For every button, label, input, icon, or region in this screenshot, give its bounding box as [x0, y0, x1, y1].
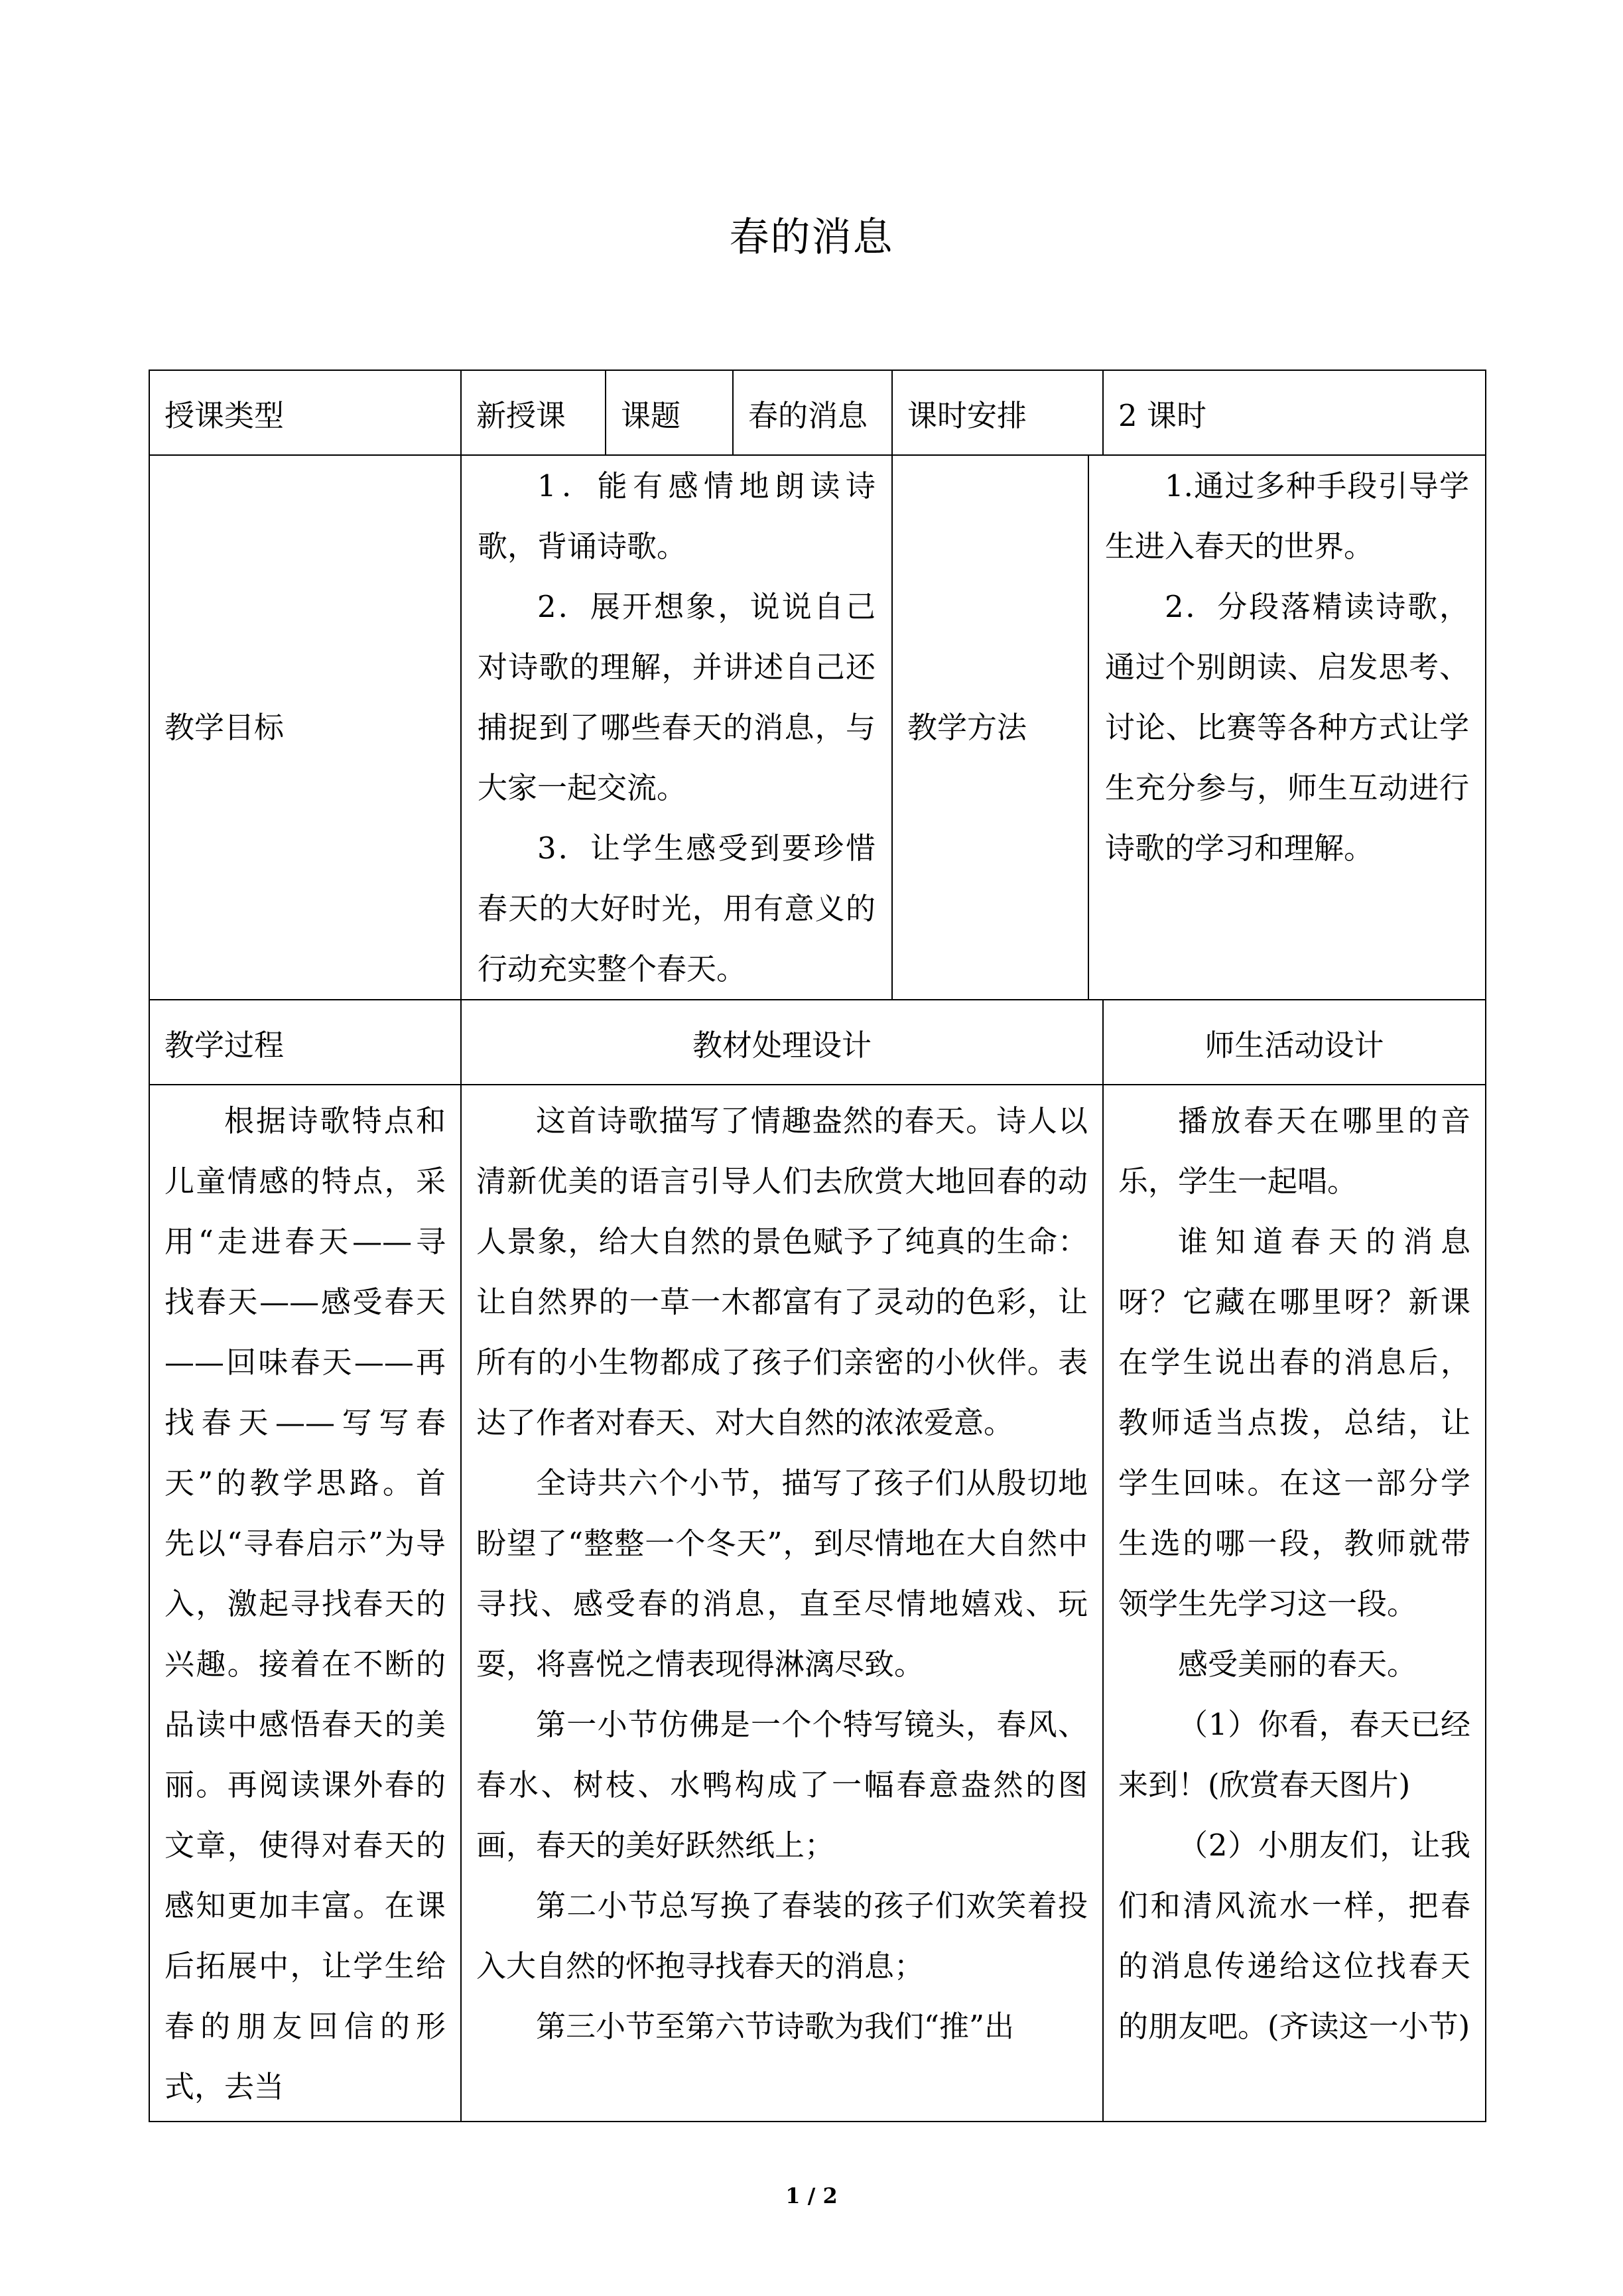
content-row [149, 1085, 1486, 2122]
method-item: 2．分段落精读诗歌，通过个别朗读、启发思考、讨论、比赛等各种方式让学生充分参与，师生互动进行诗歌的学习和理解。 [1105, 589, 1470, 866]
goal-item: 1．能有感情地朗读诗歌，背诵诗歌。 [478, 468, 876, 564]
type-value: 新授课 [461, 370, 606, 455]
type-label: 授课类型 [149, 370, 461, 455]
goals-label: 教学目标 [149, 455, 461, 1000]
material-paragraph: 第二小节总写换了春装的孩子们欢笑着投入大自然的怀抱寻找春天的消息； [476, 1888, 1088, 1984]
activity-label: 师生活动设计 [1103, 1000, 1486, 1085]
section-header-row [149, 1000, 1486, 1085]
goal-item: 3．让学生感受到要珍惜春天的大好时光，用有意义的行动充实整个春天。 [478, 831, 876, 986]
page-title: 春的消息 [729, 214, 894, 261]
material-paragraph: 这首诗歌描写了情趣盎然的春天。诗人以清新优美的语言引导人们去欣赏大地回春的动人景象，给大自然的景色赋予了纯真的生命：让自然界的一草一木都富有了灵动的色彩，让所有的小生物都成了孩子们亲密的小伙伴。表达了作者对春天、对大自然的浓浓爱意。 [476, 1103, 1088, 1440]
activity-paragraph: 播放春天在哪里的音乐，学生一起唱。 [1118, 1103, 1471, 1199]
activity-paragraph: 感受美丽的春天。 [1178, 1647, 1417, 1682]
process-cell [149, 1085, 461, 2122]
methods-label: 教学方法 [892, 455, 1088, 1000]
topic-label: 课题 [606, 370, 733, 455]
header-row [149, 370, 1486, 455]
material-paragraph: 第一小节仿佛是一个个特写镜头，春风、春水、树枝、水鸭构成了一幅春意盎然的图画，春天的美好跃然纸上； [476, 1707, 1088, 1863]
activity-paragraph: （2）小朋友们，让我们和清风流水一样，把春的消息传递给这位找春天的朋友吧。(齐读这一小节) [1118, 1828, 1471, 2044]
activity-cell [1103, 1085, 1486, 2122]
process-text: 根据诗歌特点和儿童情感的特点，采用“走进春天——寻找春天——感受春天——回味春天——再找春天——写写春天”的教学思路。首先以“寻春启示”为导入，激起寻找春天的兴趣。接着在不断的品读中感悟春天的美丽。再阅读课外春的文章，使得对春天的感知更加丰富。在课后拓展中，让学生给春的朋友回信的形式，去当 [164, 1103, 446, 2104]
activity-paragraph: 谁知道春天的消息呀？它藏在哪里呀？新课在学生说出春的消息后，教师适当点拨，总结，让学生回味。在这一部分学生选的哪一段，教师就带领学生先学习这一段。 [1118, 1224, 1471, 1621]
lesson-plan-table [149, 370, 1486, 2122]
material-label: 教材处理设计 [461, 1000, 1103, 1085]
methods-cell [1088, 455, 1486, 1000]
goals-cell [461, 455, 892, 1000]
activity-paragraph: （1）你看，春天已经来到！(欣赏春天图片) [1118, 1707, 1471, 1802]
goals-row [149, 455, 1486, 1000]
process-label: 教学过程 [149, 1000, 461, 1085]
hours-value: 2 课时 [1103, 370, 1486, 455]
material-paragraph: 第三小节至第六节诗歌为我们“推”出 [536, 2009, 1015, 2044]
hours-label: 课时安排 [892, 370, 1103, 455]
page-number: 1 / 2 [785, 2183, 838, 2208]
method-item: 1.通过多种手段引导学生进入春天的世界。 [1105, 468, 1470, 564]
material-cell [461, 1085, 1103, 2122]
topic-value: 春的消息 [733, 370, 892, 455]
goal-item: 2．展开想象，说说自己对诗歌的理解，并讲述自己还捕捉到了哪些春天的消息，与大家一起交流。 [478, 589, 876, 805]
material-paragraph: 全诗共六个小节，描写了孩子们从殷切地盼望了“整整一个冬天”，到尽情地在大自然中寻找、感受春的消息，直至尽情地嬉戏、玩耍，将喜悦之情表现得淋漓尽致。 [476, 1465, 1088, 1682]
